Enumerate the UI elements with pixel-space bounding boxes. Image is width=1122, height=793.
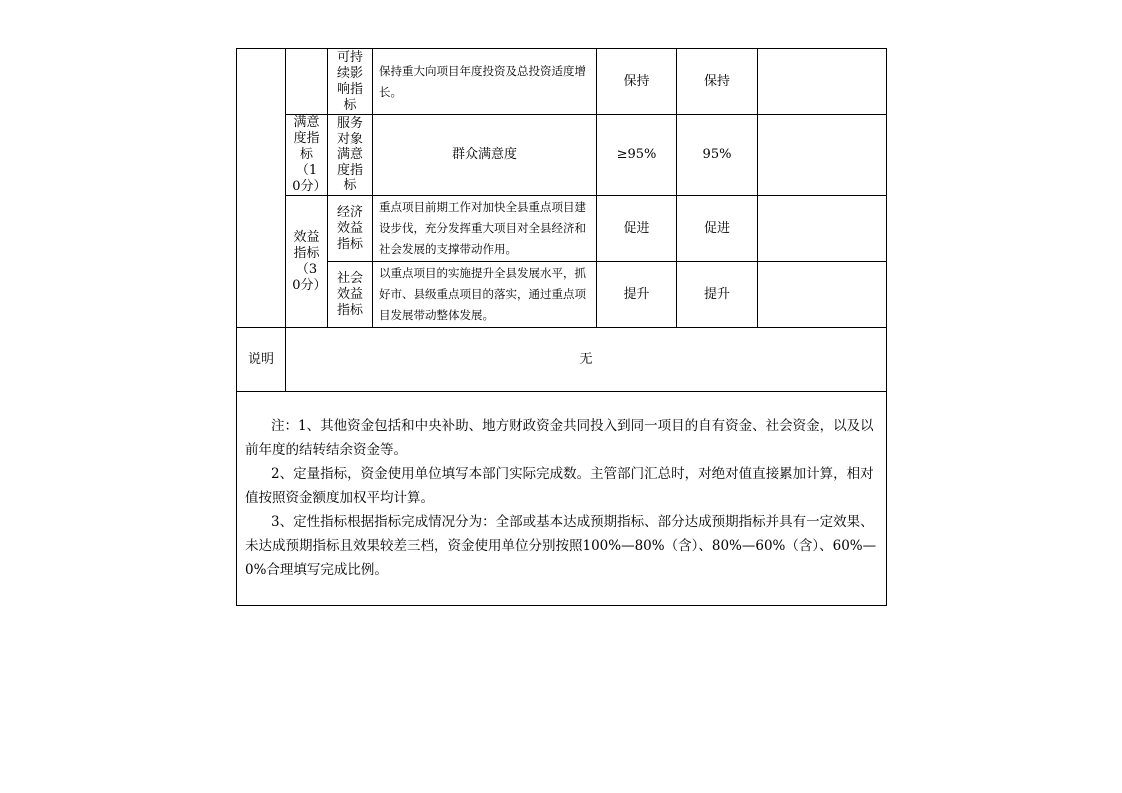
content-cell: 以重点项目的实施提升全县发展水平，抓好市、县级重点项目的落实，通过重点项目发展带动整体发展。 xyxy=(373,262,597,328)
table-row xyxy=(237,262,887,328)
table-row xyxy=(237,49,887,115)
level3-label: 经济效益指标 xyxy=(336,204,363,252)
level2-cell xyxy=(286,115,328,196)
target-value: ≥95% xyxy=(597,115,677,196)
performance-table xyxy=(236,48,887,606)
level1-cell-empty xyxy=(237,49,286,328)
target-value: 保持 xyxy=(597,49,677,115)
table-row xyxy=(237,196,887,262)
level2-cell-empty xyxy=(286,49,328,115)
remark-cell xyxy=(758,115,887,196)
actual-value: 提升 xyxy=(677,262,758,328)
level2-label: 满意度指标（10分） xyxy=(292,115,327,194)
target-value: 提升 xyxy=(597,262,677,328)
level2-cell xyxy=(286,196,328,328)
target-value: 促进 xyxy=(597,196,677,262)
actual-value: 促进 xyxy=(677,196,758,262)
content-cell: 保持重大向项目年度投资及总投资适度增长。 xyxy=(373,49,597,115)
note-paragraph-1 xyxy=(245,414,878,462)
level3-label: 服务对象满意度指标 xyxy=(336,116,363,194)
level3-label: 社会效益指标 xyxy=(336,270,363,318)
level3-cell xyxy=(328,115,373,196)
level3-cell xyxy=(328,49,373,115)
remark-cell xyxy=(758,196,887,262)
note-text: 3、定性指标根据指标完成情况分为：全部或基本达成预期指标、部分达成预期指标并具有一定效果、未达成预期指标且效果较差三档，资金使用单位分别按照100%—80%（含）、80%—60%（含）、60%—0%合理填写完成比例。 xyxy=(245,514,877,578)
explanation-row xyxy=(237,328,887,392)
remark-cell xyxy=(758,49,887,115)
notes-row xyxy=(237,392,887,606)
level3-label: 可持续影响指标 xyxy=(336,49,363,113)
note-paragraph-3 xyxy=(245,510,878,582)
remark-cell xyxy=(758,262,887,328)
note-text: 注：1、其他资金包括和中央补助、地方财政资金共同投入到同一项目的自有资金、社会资金，以及以前年度的结转结余资金等。 xyxy=(245,418,874,458)
content-cell: 群众满意度 xyxy=(373,115,597,196)
level3-cell xyxy=(328,262,373,328)
level2-label: 效益指标（30分） xyxy=(292,229,327,293)
level3-cell xyxy=(328,196,373,262)
actual-value: 95% xyxy=(677,115,758,196)
explanation-label: 说明 xyxy=(237,328,286,392)
table-row xyxy=(237,115,887,196)
actual-value: 保持 xyxy=(677,49,758,115)
explanation-value: 无 xyxy=(286,328,887,392)
note-text: 2、定量指标，资金使用单位填写本部门实际完成数。主管部门汇总时，对绝对值直接累加计算，相对值按照资金额度加权平均计算。 xyxy=(245,466,874,506)
note-paragraph-2 xyxy=(245,462,878,510)
content-cell: 重点项目前期工作对加快全县重点项目建设步伐，充分发挥重大项目对全县经济和社会发展的支撑带动作用。 xyxy=(373,196,597,262)
notes-cell xyxy=(237,392,887,606)
